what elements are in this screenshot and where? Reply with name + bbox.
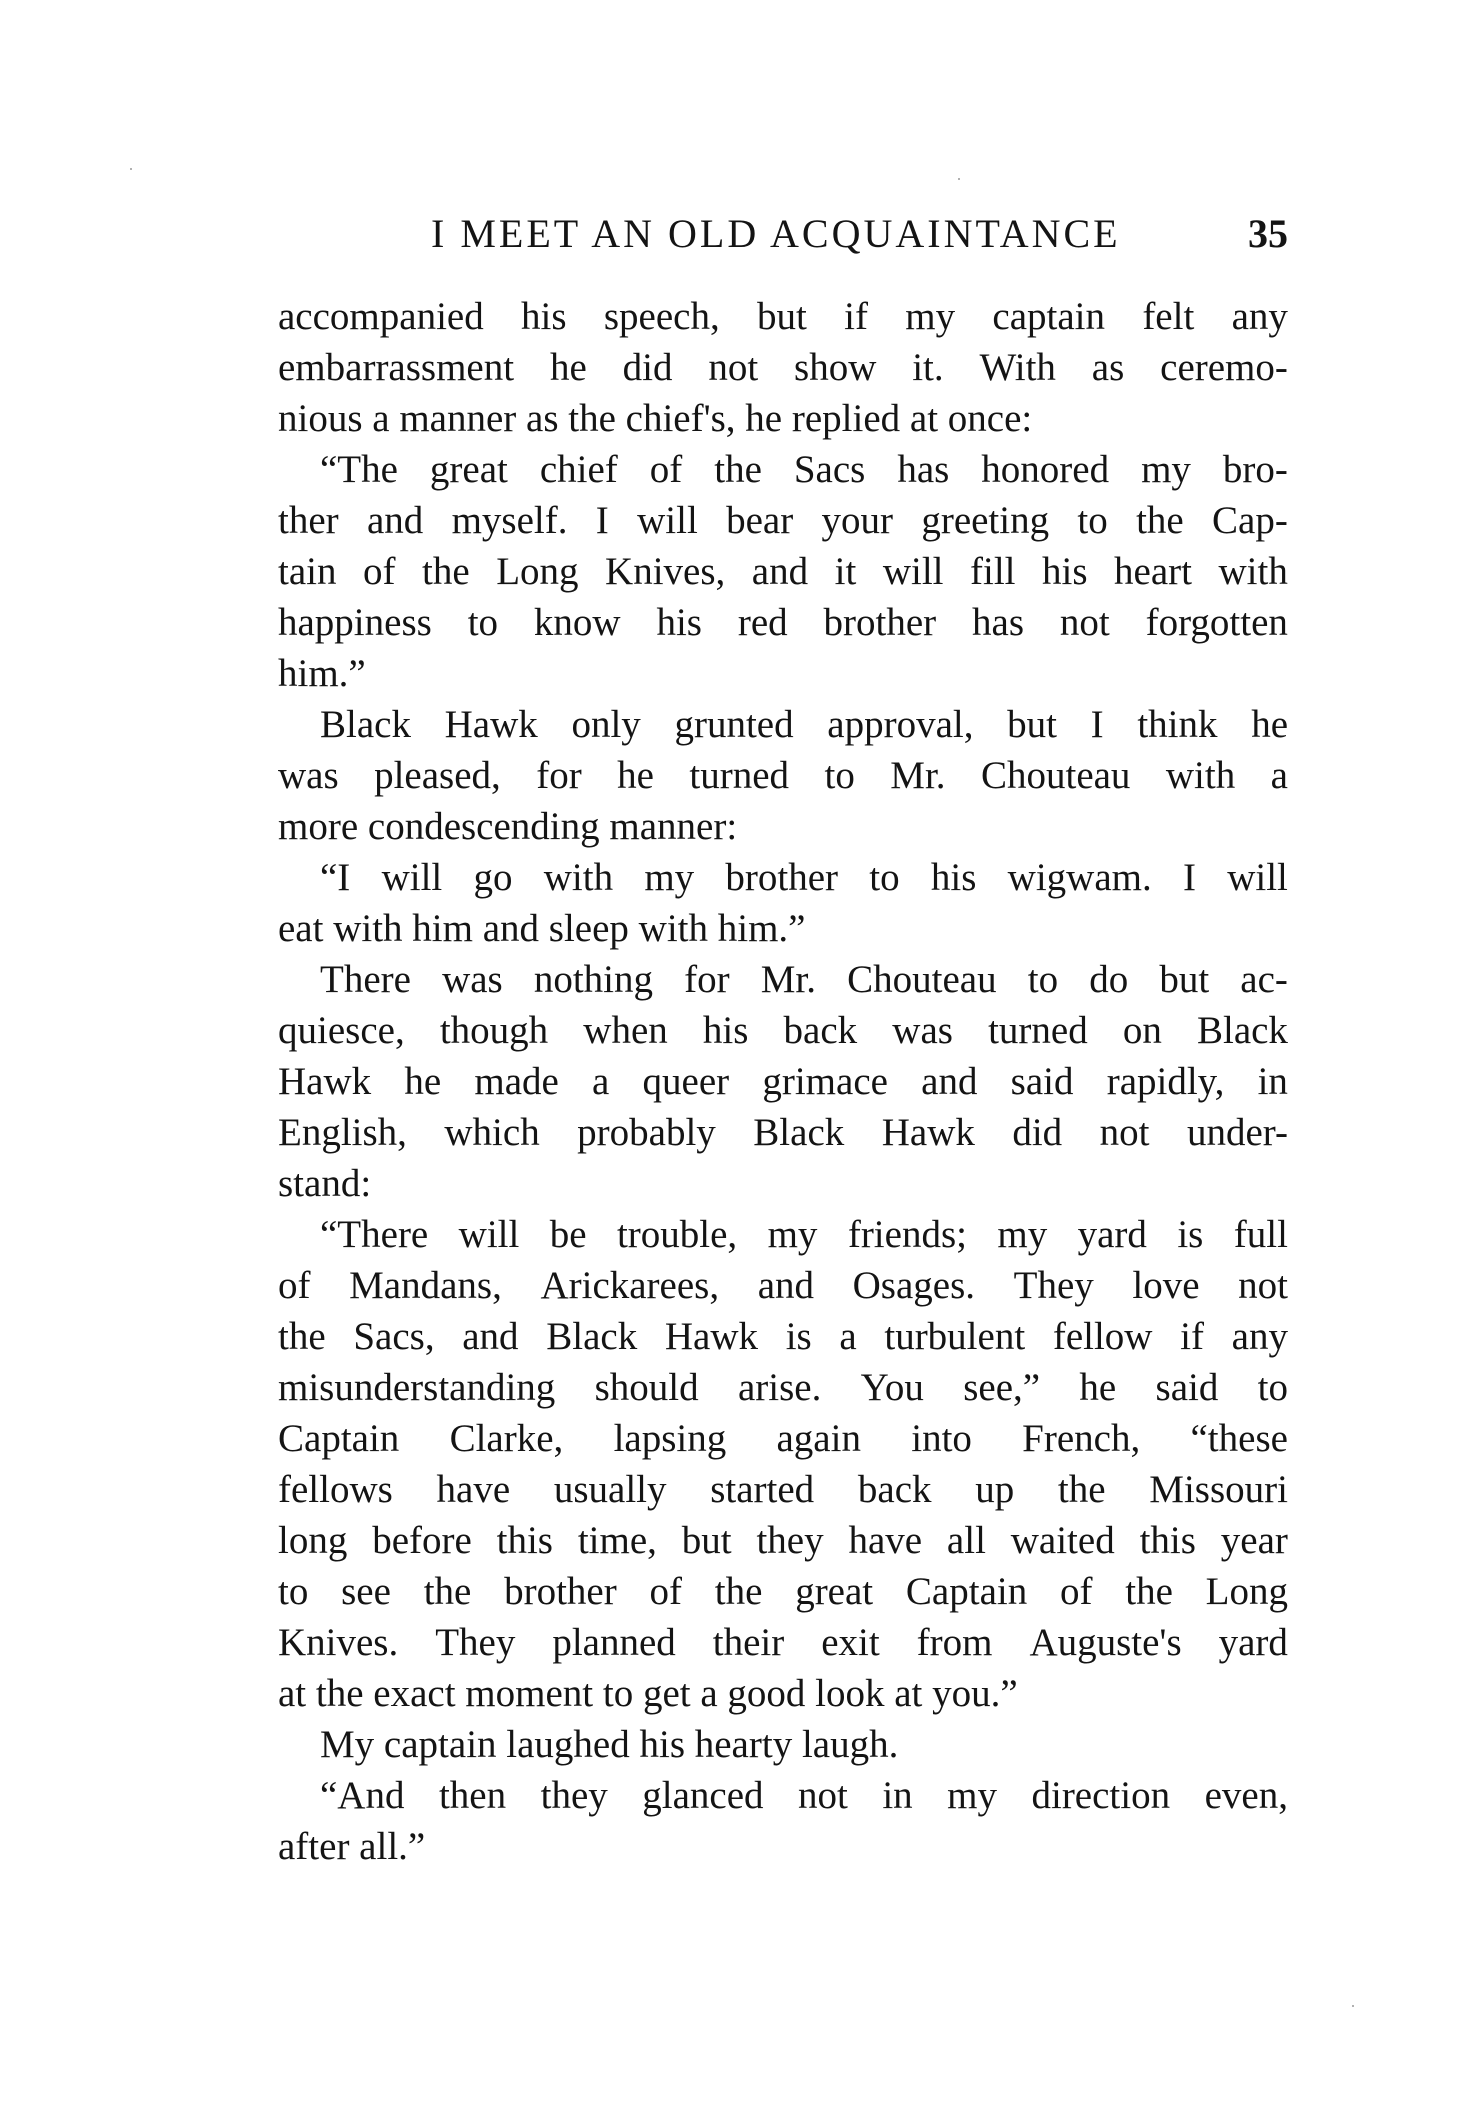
text-line: Hawk he made a queer grimace and said rapidly, in	[278, 1060, 1288, 1103]
text-line: “The great chief of the Sacs has honored my bro-	[320, 448, 1288, 491]
text-line: was pleased, for he turned to Mr. Chouteau with a	[278, 754, 1288, 797]
text-line: Black Hawk only grunted approval, but I think he	[320, 703, 1288, 746]
running-head	[278, 210, 1288, 266]
text-line: eat with him and sleep with him.”	[278, 907, 806, 950]
text-line: “There will be trouble, my friends; my yard is full	[320, 1213, 1288, 1256]
text-line: ther and myself. I will bear your greeting to the Cap-	[278, 499, 1288, 542]
body-text	[278, 291, 1288, 1872]
text-line: to see the brother of the great Captain of the Long	[278, 1570, 1288, 1613]
text-line: more condescending manner:	[278, 805, 738, 848]
speck	[130, 168, 132, 170]
text-line: English, which probably Black Hawk did not under-	[278, 1111, 1288, 1154]
text-line: embarrassment he did not show it. With as ceremo-	[278, 346, 1288, 389]
text-line: “I will go with my brother to his wigwam. I will	[320, 856, 1288, 899]
text-line: There was nothing for Mr. Chouteau to do but ac-	[320, 958, 1288, 1001]
chapter-title: I MEET AN OLD ACQUAINTANCE	[431, 211, 1121, 256]
text-line: My captain laughed his hearty laugh.	[320, 1723, 899, 1766]
text-line: accompanied his speech, but if my captain felt any	[278, 295, 1288, 338]
text-line: “And then they glanced not in my direction even,	[320, 1774, 1288, 1817]
text-line: of Mandans, Arickarees, and Osages. They love not	[278, 1264, 1288, 1307]
text-line: at the exact moment to get a good look at you.”	[278, 1672, 1018, 1715]
text-line: quiesce, though when his back was turned on Black	[278, 1009, 1288, 1052]
speck	[1352, 2005, 1354, 2007]
text-line: fellows have usually started back up the Missouri	[278, 1468, 1288, 1511]
text-line: long before this time, but they have all waited this year	[278, 1519, 1288, 1562]
text-line: nious a manner as the chief's, he replied at once:	[278, 397, 1033, 440]
text-line: Knives. They planned their exit from Auguste's yard	[278, 1621, 1288, 1664]
speck	[958, 178, 960, 180]
text-line: happiness to know his red brother has not forgotten	[278, 601, 1288, 644]
text-line: the Sacs, and Black Hawk is a turbulent fellow if any	[278, 1315, 1288, 1358]
text-line: stand:	[278, 1162, 372, 1205]
text-line: him.”	[278, 652, 366, 695]
page-number: 35	[1248, 211, 1288, 256]
text-line: misunderstanding should arise. You see,” he said to	[278, 1366, 1288, 1409]
text-line: Captain Clarke, lapsing again into French, “these	[278, 1417, 1288, 1460]
text-line: tain of the Long Knives, and it will fill his heart with	[278, 550, 1288, 593]
text-line: after all.”	[278, 1825, 426, 1868]
